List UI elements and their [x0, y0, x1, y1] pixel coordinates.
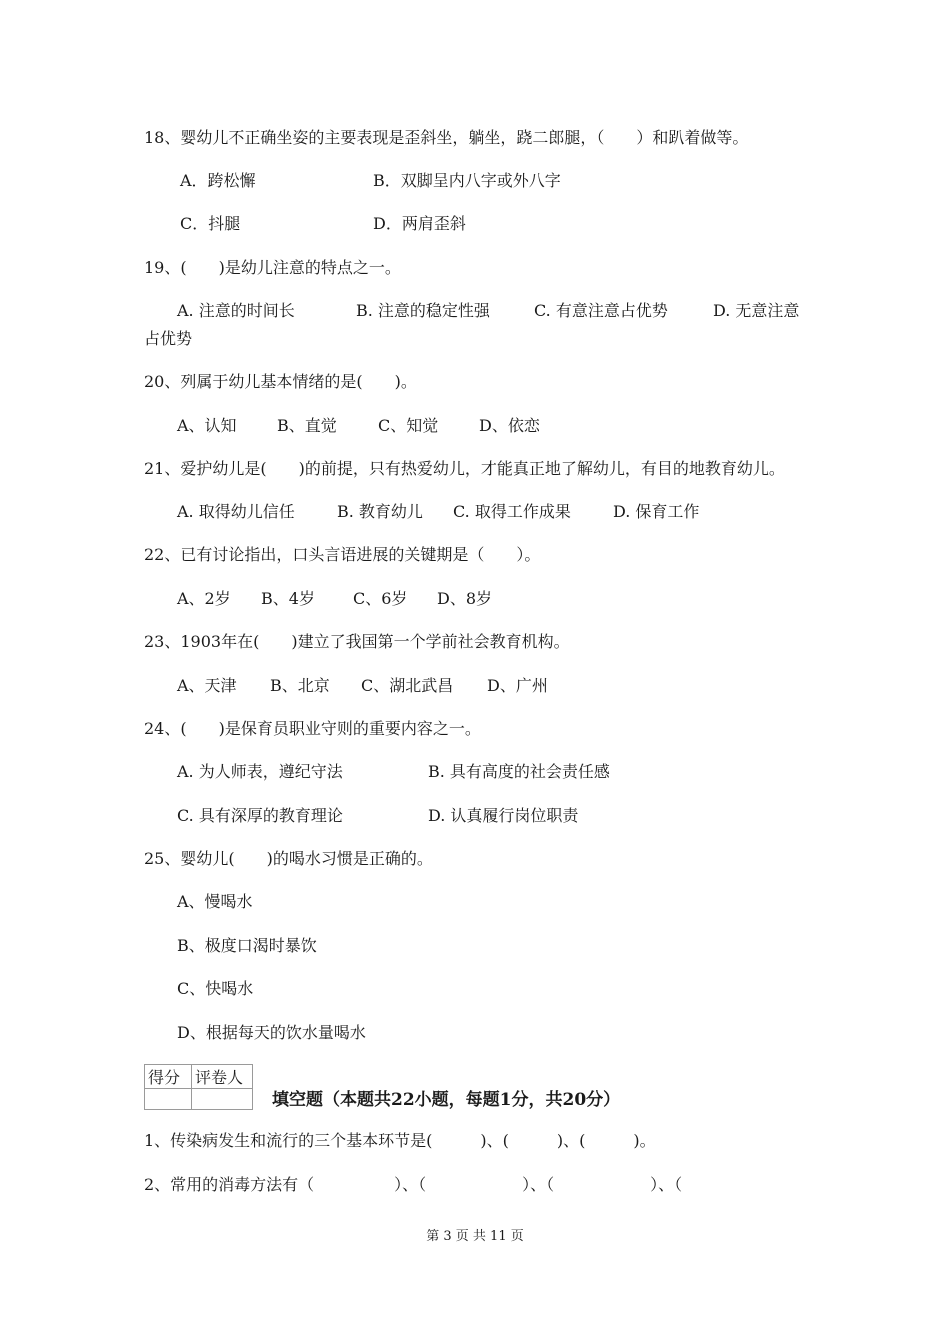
- section-title: 填空题（本题共22小题，每题1分，共20分）: [272, 1090, 621, 1110]
- question-20-option-c: C、知觉: [378, 416, 439, 435]
- score-header: 得分: [145, 1065, 192, 1089]
- question-24-option-b: B. 具有高度的社会责任感: [428, 762, 610, 781]
- question-19-option-c: C. 有意注意占优势: [534, 301, 668, 320]
- question-24-option-a: A. 为人师表，遵纪守法: [177, 762, 343, 781]
- score-cell: [145, 1089, 192, 1110]
- question-21-stem: 21、爱护幼儿是( )的前提，只有热爱幼儿，才能真正地了解幼儿，有目的地教育幼儿。: [144, 459, 785, 478]
- question-22-option-b: B、4岁: [261, 589, 315, 608]
- question-18-option-d: D．两肩歪斜: [373, 214, 466, 233]
- question-23-option-a: A、天津: [177, 676, 237, 695]
- question-22-option-a: A、2岁: [177, 589, 231, 608]
- question-23-option-b: B、北京: [270, 676, 330, 695]
- question-19-option-d: D. 无意注意: [713, 301, 800, 320]
- question-21-option-b: B. 教育幼儿: [337, 502, 423, 521]
- fill-question-1: 1、传染病发生和流行的三个基本环节是( )、( )、( )。: [144, 1131, 656, 1150]
- question-25-option-c: C、快喝水: [177, 979, 254, 998]
- question-25-option-d: D、根据每天的饮水量喝水: [177, 1023, 366, 1042]
- question-25-option-a: A、慢喝水: [177, 892, 253, 911]
- question-19-option-d-wrap: 占优势: [144, 329, 193, 348]
- question-20-option-a: A、认知: [177, 416, 237, 435]
- question-20-stem: 20、列属于幼儿基本情绪的是( )。: [144, 372, 417, 391]
- question-20-option-b: B、直觉: [277, 416, 337, 435]
- question-21-option-c: C. 取得工作成果: [453, 502, 571, 521]
- question-24-option-c: C. 具有深厚的教育理论: [177, 806, 343, 825]
- question-23-option-d: D、广州: [487, 676, 548, 695]
- question-19-stem: 19、( )是幼儿注意的特点之一。: [144, 258, 401, 277]
- question-23-stem: 23、1903年在( )建立了我国第一个学前社会教育机构。: [144, 632, 570, 651]
- question-18-option-c: C．抖腿: [180, 214, 241, 233]
- question-19-option-b: B. 注意的稳定性强: [356, 301, 490, 320]
- grader-cell: [192, 1089, 253, 1110]
- score-table: [144, 1064, 253, 1110]
- question-24-option-d: D. 认真履行岗位职责: [428, 806, 579, 825]
- question-23-option-c: C、湖北武昌: [361, 676, 454, 695]
- question-22-option-d: D、8岁: [437, 589, 493, 608]
- question-22-option-c: C、6岁: [353, 589, 408, 608]
- page-footer: 第 3 页 共 11 页: [426, 1229, 524, 1244]
- question-18-option-a: A．跨松懈: [180, 171, 256, 190]
- question-18-stem: 18、婴幼儿不正确坐姿的主要表现是歪斜坐，躺坐，跷二郎腿，（ ）和趴着做等。: [144, 128, 749, 147]
- question-24-stem: 24、( )是保育员职业守则的重要内容之一。: [144, 719, 481, 738]
- question-20-option-d: D、依恋: [479, 416, 540, 435]
- grader-header: 评卷人: [192, 1065, 253, 1089]
- question-19-option-a: A. 注意的时间长: [177, 301, 295, 320]
- question-21-option-d: D. 保育工作: [613, 502, 700, 521]
- question-18-option-b: B．双脚呈内八字或外八字: [373, 171, 561, 190]
- question-21-option-a: A. 取得幼儿信任: [177, 502, 295, 521]
- question-22-stem: 22、已有讨论指出，口头言语进展的关键期是（ ）。: [144, 545, 541, 564]
- question-25-stem: 25、婴幼儿( )的喝水习惯是正确的。: [144, 849, 433, 868]
- question-25-option-b: B、极度口渴时暴饮: [177, 936, 317, 955]
- fill-question-2: 2、常用的消毒方法有（ ）、（ ）、（ ）、（: [144, 1175, 683, 1194]
